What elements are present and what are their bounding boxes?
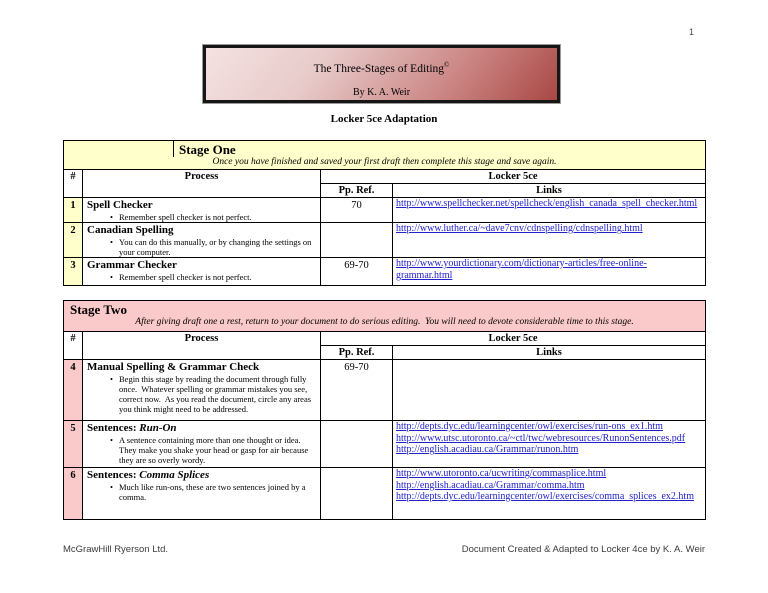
stage-two-band bbox=[64, 301, 706, 332]
doc-heading: Locker 5ce Adaptation bbox=[330, 113, 438, 125]
resource-link[interactable]: http://depts.dyc.edu/learningcenter/owl/exercises/run-ons_ex1.htm bbox=[396, 421, 663, 432]
row-number: 5 bbox=[64, 421, 83, 468]
table-row bbox=[64, 421, 706, 468]
col-header-ppref: Pp. Ref. bbox=[321, 184, 393, 198]
title-banner bbox=[203, 45, 560, 103]
ppref-cell: 69-70 bbox=[321, 258, 393, 286]
process-bullet: • Remember spell checker is not perfect. bbox=[87, 272, 317, 282]
resource-link[interactable]: http://depts.dyc.edu/learningcenter/owl/exercises/comma_splices_ex2.htm bbox=[396, 491, 694, 502]
process-cell bbox=[83, 468, 321, 520]
process-title: Canadian Spelling bbox=[87, 224, 174, 236]
footer-right: Document Created & Adapted to Locker 4ce by K. A. Weir bbox=[461, 544, 705, 555]
col-header-num: # bbox=[64, 170, 83, 198]
document-byline: By K. A. Weir bbox=[352, 86, 411, 98]
col-header-num: # bbox=[64, 332, 83, 360]
page-footer bbox=[63, 544, 705, 555]
process-cell bbox=[83, 223, 321, 258]
bullet-icon: • bbox=[110, 374, 113, 384]
bullet-icon: • bbox=[110, 272, 113, 282]
links-cell bbox=[393, 421, 706, 468]
stage-one-table bbox=[63, 140, 705, 286]
col-header-links: Links bbox=[393, 346, 706, 360]
process-title: Manual Spelling & Grammar Check bbox=[87, 361, 260, 373]
stage-one-label: Stage One bbox=[179, 142, 236, 157]
stage-two-label: Stage Two bbox=[70, 302, 127, 317]
process-title: Sentences: Comma Splices bbox=[87, 469, 210, 481]
bullet-icon: • bbox=[110, 237, 113, 247]
stage-one-note: Once you have finished and saved your first draft then complete this stage and save again. bbox=[212, 157, 557, 167]
table-row bbox=[64, 223, 706, 258]
links-cell bbox=[393, 198, 706, 223]
ppref-cell bbox=[321, 468, 393, 520]
ppref-cell bbox=[321, 223, 393, 258]
row-number: 6 bbox=[64, 468, 83, 520]
resource-link[interactable]: http://www.luther.ca/~dave7cnv/cdnspelling/cdnspelling.html bbox=[396, 223, 643, 234]
process-cell bbox=[83, 360, 321, 421]
resource-link[interactable]: http://www.yourdictionary.com/dictionary-articles/free-online-grammar.html bbox=[396, 258, 647, 281]
process-bullet: • Remember spell checker is not perfect. bbox=[87, 212, 317, 222]
process-title: Grammar Checker bbox=[87, 259, 177, 271]
ppref-cell bbox=[321, 421, 393, 468]
process-cell bbox=[83, 258, 321, 286]
bullet-icon: • bbox=[110, 435, 113, 445]
process-bullet: • Much like run-ons, these are two sentences joined by a comma. bbox=[87, 482, 317, 502]
resource-link[interactable]: http://www.utsc.utoronto.ca/~ctl/twc/webresources/RunonSentences.pdf bbox=[396, 432, 686, 444]
col-header-process: Process bbox=[83, 170, 321, 198]
ppref-cell: 69-70 bbox=[321, 360, 393, 421]
ppref-cell: 70 bbox=[321, 198, 393, 223]
table-row bbox=[64, 198, 706, 223]
col-header-group: Locker 5ce bbox=[321, 332, 706, 346]
row-number: 2 bbox=[64, 223, 83, 258]
process-bullet: • You can do this manually, or by changing the settings on your computer. bbox=[87, 237, 317, 257]
links-cell bbox=[393, 468, 706, 520]
process-cell bbox=[83, 198, 321, 223]
links-cell bbox=[393, 223, 706, 258]
stage-two-note: After giving draft one a rest, return to your document to do serious editing. You will need to devote considerable time to this stage. bbox=[135, 317, 634, 327]
process-bullet: • A sentence containing more than one thought or idea. They make you shake your head or gasp for air because they are so overly wordy. bbox=[87, 435, 317, 465]
row-number: 3 bbox=[64, 258, 83, 286]
process-bullet: • Begin this stage by reading the document through fully once. Whatever spelling or grammar mistakes you see, correct now. As you read the document, circle any areas you think might need to be addressed. bbox=[87, 374, 317, 414]
page-number: 1 bbox=[689, 27, 695, 37]
resource-link[interactable]: http://english.acadiau.ca/Grammar/runon.htm bbox=[396, 444, 579, 455]
table-row bbox=[64, 360, 706, 421]
process-cell bbox=[83, 421, 321, 468]
links-cell bbox=[393, 258, 706, 286]
document-title: The Three-Stages of Editing© bbox=[313, 61, 450, 75]
copyright-symbol: © bbox=[444, 61, 450, 69]
table-row bbox=[64, 258, 706, 286]
table-row bbox=[64, 468, 706, 520]
col-header-group: Locker 5ce bbox=[321, 170, 706, 184]
stage-one-band bbox=[64, 141, 706, 170]
bullet-icon: • bbox=[110, 212, 113, 222]
footer-left: McGrawHill Ryerson Ltd. bbox=[63, 544, 169, 555]
resource-link[interactable]: http://www.spellchecker.net/spellcheck/english_canada_spell_checker.html bbox=[396, 198, 698, 209]
bullet-icon: • bbox=[110, 482, 113, 492]
row-number: 4 bbox=[64, 360, 83, 421]
resource-link[interactable]: http://english.acadiau.ca/Grammar/comma.htm bbox=[396, 479, 585, 491]
process-title: Sentences: Run-On bbox=[87, 422, 177, 434]
col-header-ppref: Pp. Ref. bbox=[321, 346, 393, 360]
stage-band-divider bbox=[173, 141, 174, 157]
process-title: Spell Checker bbox=[87, 199, 153, 211]
resource-link[interactable]: http://www.utoronto.ca/ucwriting/commasplice.html bbox=[396, 468, 607, 479]
row-number: 1 bbox=[64, 198, 83, 223]
stage-two-table bbox=[63, 300, 705, 520]
col-header-links: Links bbox=[393, 184, 706, 198]
col-header-process: Process bbox=[83, 332, 321, 360]
links-cell bbox=[393, 360, 706, 421]
